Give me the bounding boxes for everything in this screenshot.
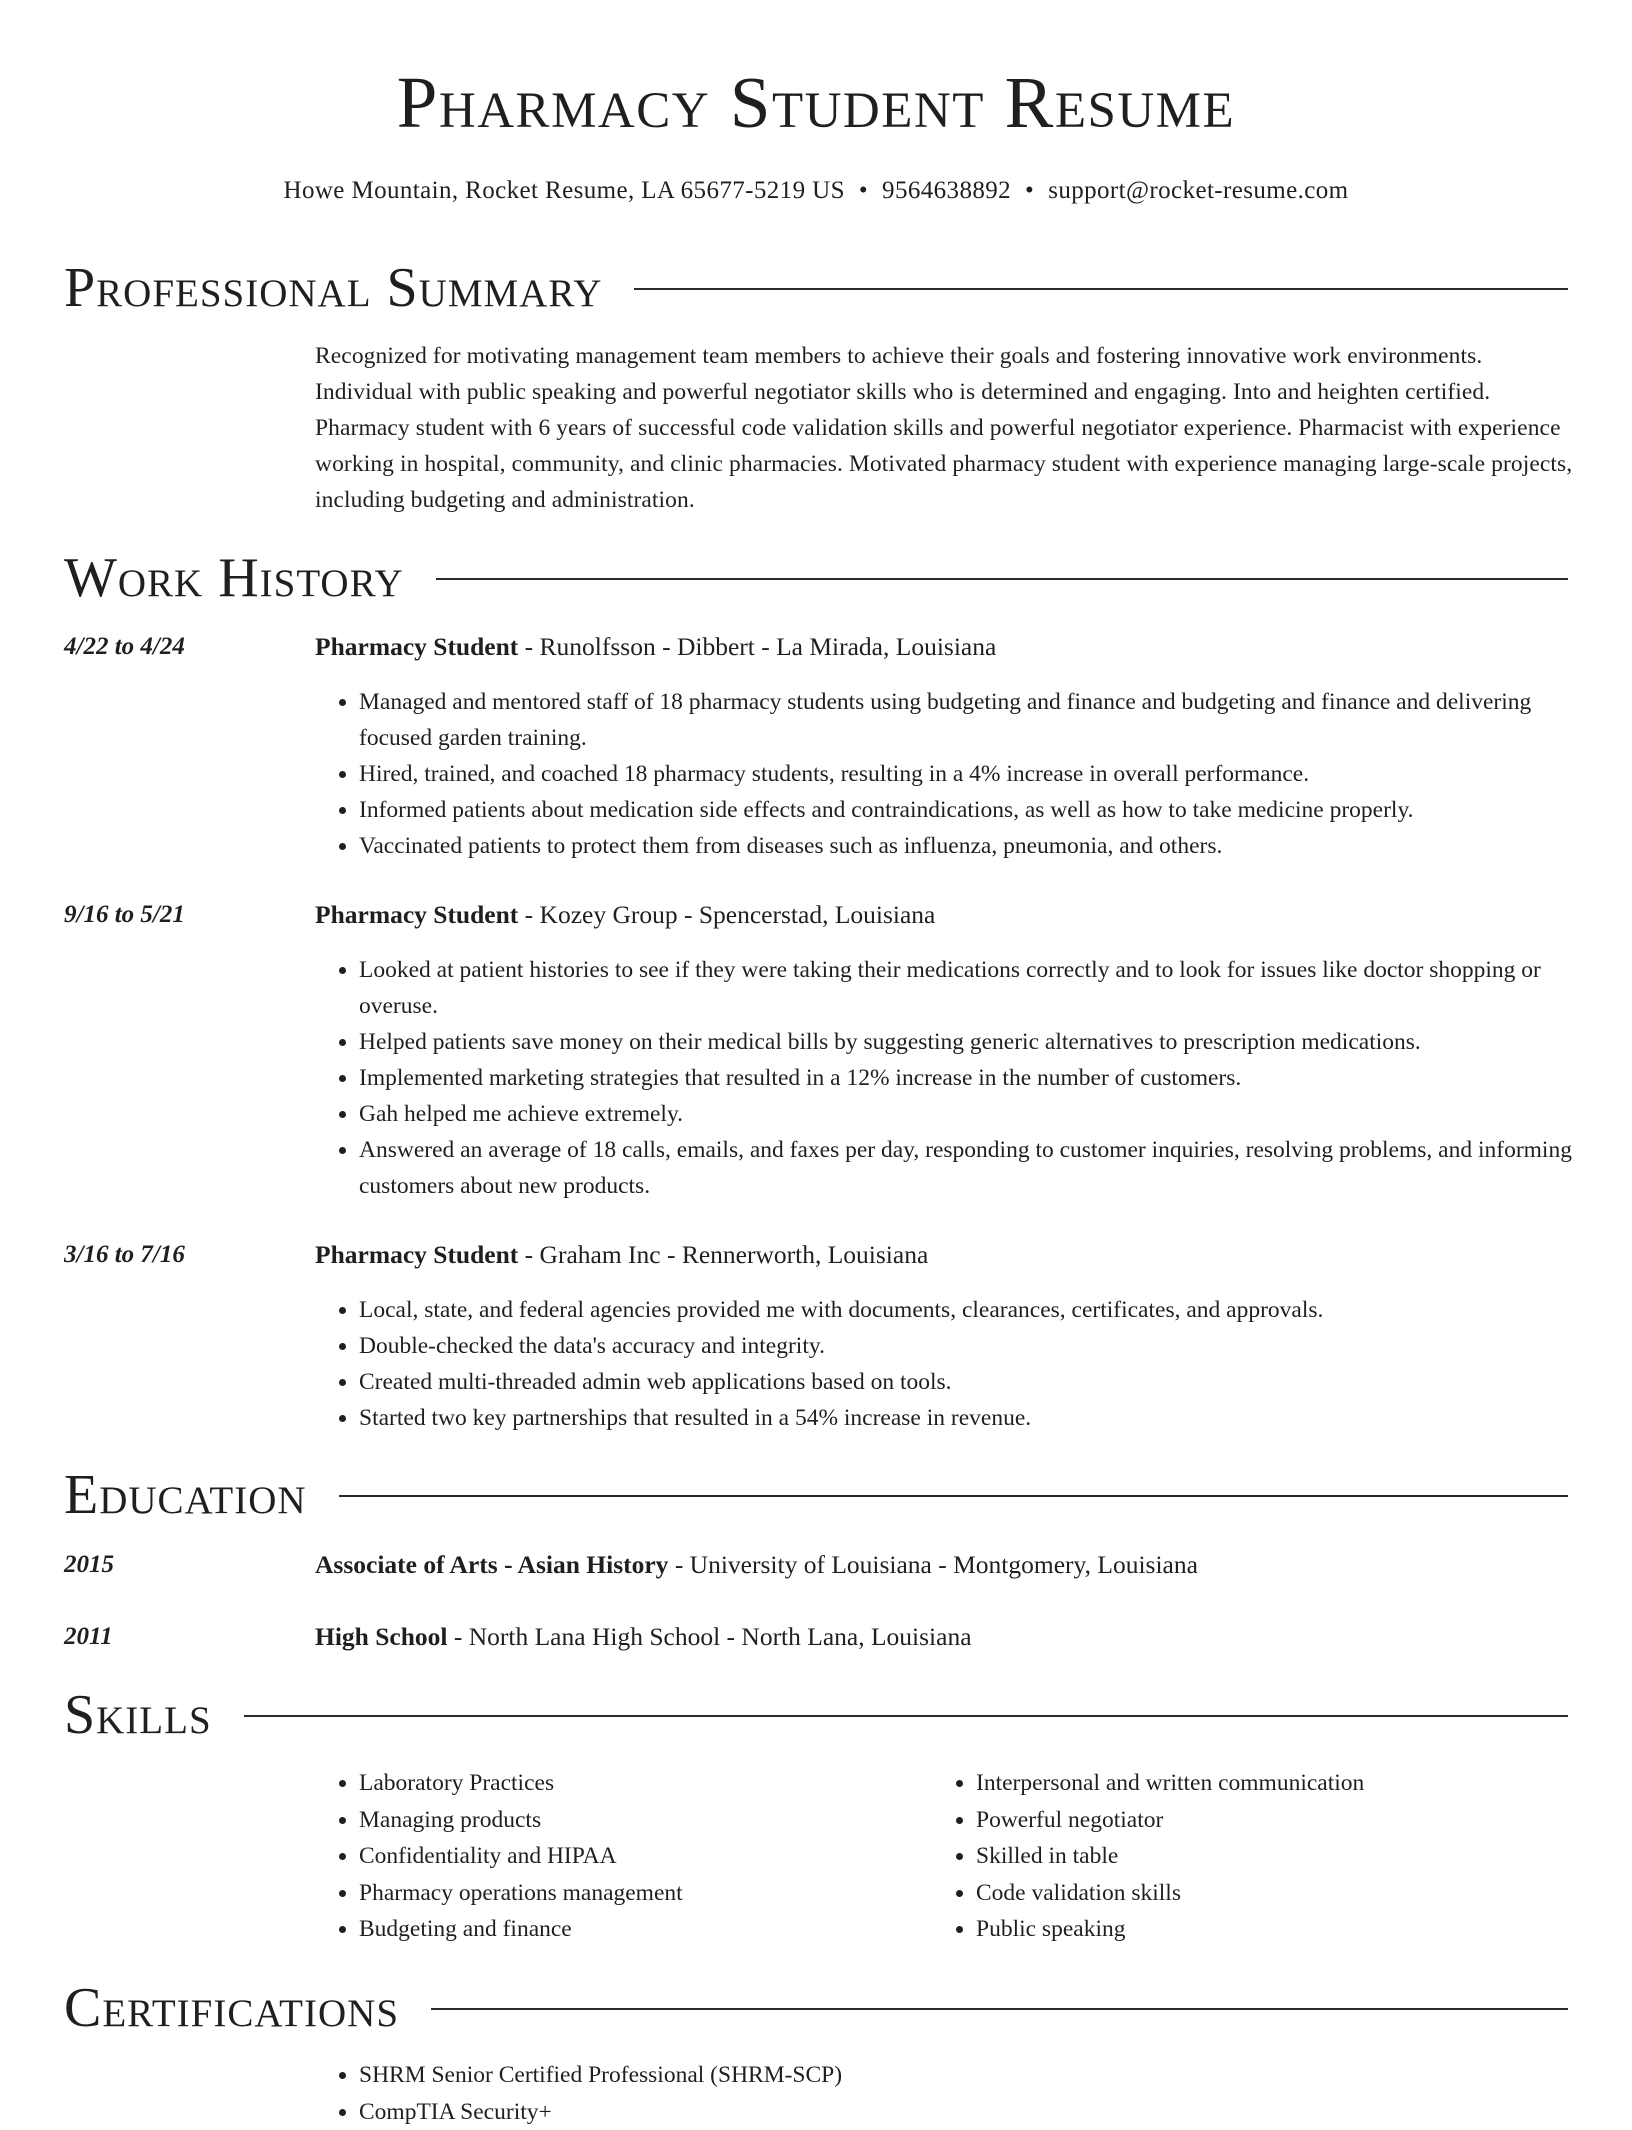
- job-employer: - Runolfsson - Dibbert - La Mirada, Louisiana: [518, 632, 996, 661]
- skills-list-left: [315, 1765, 915, 1948]
- job-dates: 4/22 to 4/24: [64, 630, 185, 664]
- contact-address: Howe Mountain, Rocket Resume, LA 65677-5219 US: [283, 177, 844, 204]
- job-bullets: [315, 684, 1575, 864]
- education-school: - University of Louisiana - Montgomery, Louisiana: [668, 1550, 1198, 1579]
- list-item: • Managed and mentored staff of 18 pharmacy students using budgeting and finance and budgeting and finance and delivering focused garden training.: [359, 684, 1575, 756]
- contact-line: [0, 174, 1632, 208]
- list-item: • Looked at patient histories to see if they were taking their medications correctly and to look for issues like doctor shopping or overuse.: [359, 952, 1575, 1024]
- contact-phone: 9564638892: [882, 177, 1011, 204]
- section-title: Work History: [64, 543, 404, 613]
- section-summary-header: [64, 253, 1568, 323]
- job-title: Pharmacy Student: [315, 1240, 518, 1269]
- list-item: • Answered an average of 18 calls, emails, and faxes per day, responding to customer inquiries, resolving problems, and informing customers about new products.: [359, 1132, 1575, 1204]
- section-education-header: [64, 1460, 1568, 1530]
- list-item: • Created multi-threaded admin web applications based on tools.: [359, 1364, 1575, 1400]
- section-title: Skills: [64, 1680, 212, 1750]
- certification-item: • SHRM Senior Certified Professional (SHRM-SCP): [359, 2057, 1315, 2094]
- job-bullets: [315, 952, 1575, 1204]
- section-divider: [339, 1495, 1568, 1497]
- education-year: 2015: [64, 1548, 114, 1582]
- job-dates: 9/16 to 5/21: [64, 898, 185, 932]
- contact-separator: •: [845, 174, 882, 208]
- list-item: • Hired, trained, and coached 18 pharmacy students, resulting in a 4% increase in overall performance.: [359, 756, 1575, 792]
- education-year: 2011: [64, 1620, 113, 1654]
- section-certifications-header: [64, 1973, 1568, 2043]
- skill-item: • Interpersonal and written communication: [976, 1765, 1532, 1802]
- job-employer: - Kozey Group - Spencerstad, Louisiana: [518, 900, 935, 929]
- skill-item: • Public speaking: [976, 1911, 1532, 1948]
- skill-item: • Pharmacy operations management: [359, 1875, 915, 1912]
- skill-item: • Laboratory Practices: [359, 1765, 915, 1802]
- section-divider: [634, 288, 1568, 290]
- section-title: Education: [64, 1460, 307, 1530]
- certifications-list: [315, 2057, 1315, 2130]
- job-employer: - Graham Inc - Rennerworth, Louisiana: [518, 1240, 928, 1269]
- list-item: • Double-checked the data's accuracy and integrity.: [359, 1328, 1575, 1364]
- education-entry: [315, 1548, 1198, 1582]
- resume-title: Pharmacy Student Resume: [0, 58, 1632, 148]
- certification-item: • CompTIA Security+: [359, 2094, 1315, 2130]
- skill-item: • Powerful negotiator: [976, 1802, 1532, 1839]
- list-item: • Vaccinated patients to protect them from diseases such as influenza, pneumonia, and others.: [359, 828, 1575, 864]
- section-title: Professional Summary: [64, 253, 602, 323]
- job-heading: [315, 630, 996, 664]
- skills-list-right: [932, 1765, 1532, 1948]
- section-skills-header: [64, 1680, 1568, 1750]
- list-item: • Implemented marketing strategies that resulted in a 12% increase in the number of customers.: [359, 1060, 1575, 1096]
- education-entry: [315, 1620, 972, 1654]
- section-divider: [436, 578, 1568, 580]
- list-item: • Gah helped me achieve extremely.: [359, 1096, 1575, 1132]
- list-item: • Started two key partnerships that resulted in a 54% increase in revenue.: [359, 1400, 1575, 1436]
- education-degree: High School: [315, 1622, 448, 1651]
- section-title: Certifications: [64, 1973, 399, 2043]
- job-bullets: [315, 1292, 1575, 1436]
- summary-text: Recognized for motivating management team members to achieve their goals and fostering innovative work environments. Individual with public speaking and powerful negotiator skills who is determined and engaging. Into and heighten certified. Pharmacy student with 6 years of successful code validation skills and powerful negotiator experience. Pharmacist with experience working in hospital, community, and clinic pharmacies. Motivated pharmacy student with experience managing large-scale projects, including budgeting and administration.: [315, 338, 1575, 518]
- education-school: - North Lana High School - North Lana, Louisiana: [448, 1622, 972, 1651]
- section-work-header: [64, 543, 1568, 613]
- skill-item: • Confidentiality and HIPAA: [359, 1838, 915, 1875]
- list-item: • Helped patients save money on their medical bills by suggesting generic alternatives to prescription medications.: [359, 1024, 1575, 1060]
- section-divider: [244, 1715, 1568, 1717]
- education-degree: Associate of Arts - Asian History: [315, 1550, 668, 1579]
- contact-separator: •: [1011, 174, 1048, 208]
- job-heading: [315, 1238, 928, 1272]
- job-title: Pharmacy Student: [315, 632, 518, 661]
- job-heading: [315, 898, 935, 932]
- skill-item: • Managing products: [359, 1802, 915, 1839]
- list-item: • Informed patients about medication side effects and contraindications, as well as how to take medicine properly.: [359, 792, 1575, 828]
- section-divider: [431, 2008, 1568, 2010]
- contact-email: support@rocket-resume.com: [1048, 177, 1348, 204]
- skill-item: • Budgeting and finance: [359, 1911, 915, 1948]
- skill-item: • Code validation skills: [976, 1875, 1532, 1912]
- skill-item: • Skilled in table: [976, 1838, 1532, 1875]
- job-dates: 3/16 to 7/16: [64, 1238, 185, 1272]
- list-item: • Local, state, and federal agencies provided me with documents, clearances, certificates, and approvals.: [359, 1292, 1575, 1328]
- job-title: Pharmacy Student: [315, 900, 518, 929]
